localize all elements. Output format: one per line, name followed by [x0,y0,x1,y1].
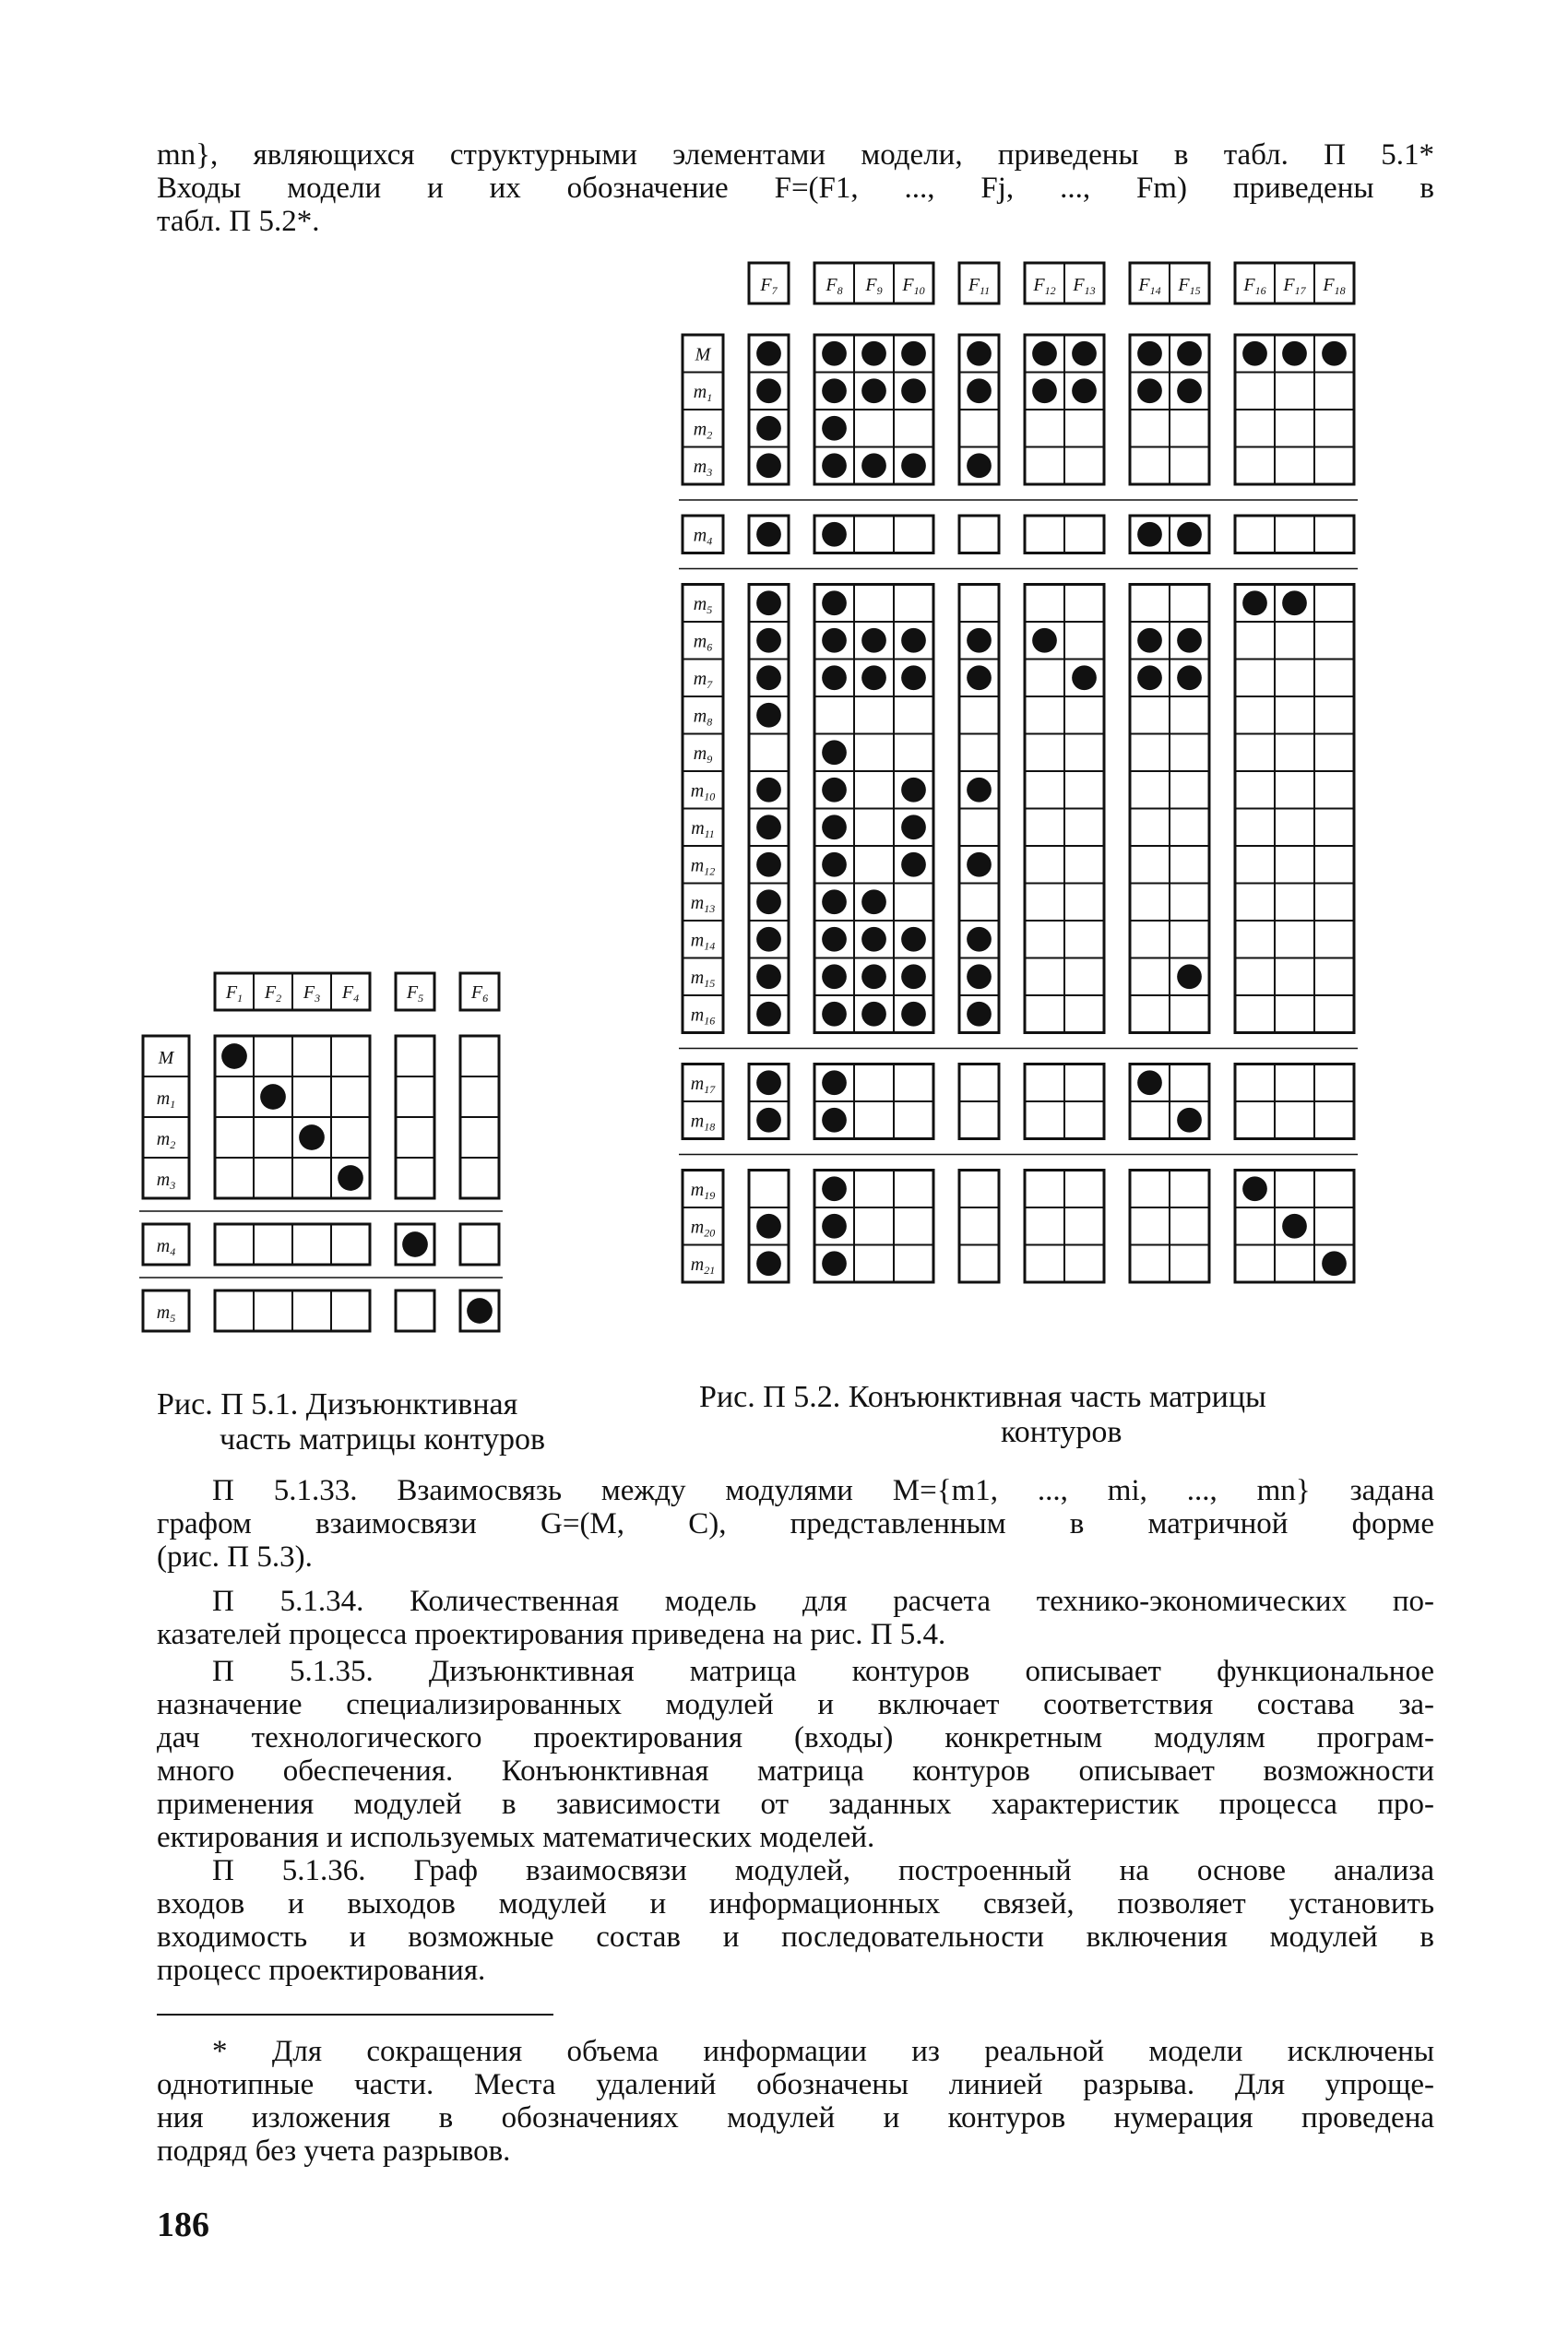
footnote-rule [157,2014,553,2016]
paragraph-line: применения модулей в зависимости от заданных характеристик процесса про- [157,1788,1434,1821]
matrix-mark [402,1231,428,1257]
matrix-mark [221,1043,247,1069]
row-label: $m_{11}$ [691,818,715,841]
column-label: $F_{12}$ [1033,274,1056,297]
paragraph-line: дач технологического проектирования (входы) конкретным модулям програм- [157,1721,1434,1754]
paragraph-line: входимость и возможные состав и последовательности включения модулей в [157,1921,1434,1954]
row-label: $m_{20}$ [690,1217,716,1240]
row-label: $m_{10}$ [690,780,716,803]
row-label: $m_5$ [156,1302,176,1325]
column-label: $F_9$ [865,274,883,297]
row-label: $m_8$ [693,706,713,729]
column-label: $F_{16}$ [1243,274,1266,297]
matrix-mark [467,1298,493,1324]
column-label: $F_6$ [470,982,489,1005]
row-label: $m_{13}$ [690,893,716,916]
row-label: $m_1$ [693,382,713,405]
row-label: $m_4$ [693,525,713,548]
row-label: $m_2$ [156,1128,176,1151]
row-label: $m_3$ [156,1169,176,1192]
row-label: $m_{14}$ [690,930,716,953]
footnote-line: подряд без учета разрывов. [157,2135,511,2168]
column-label: $F_{13}$ [1073,274,1096,297]
fig2-caption: Рис. П 5.2. Конъюнктивная часть матрицы [699,1380,1266,1414]
column-label: $F_5$ [406,982,424,1005]
row-label: $m_{12}$ [690,855,716,878]
column-label: $F_{11}$ [968,274,991,297]
row-label: M [158,1047,174,1068]
paragraph-line: П 5.1.35. Дизъюнктивная матрица контуров описывает функциональное [212,1655,1434,1688]
text-line: Входы модели и их обозначение F=(F1, ..., Fj, ..., Fm) приведены в [157,172,1434,205]
column-label: $F_8$ [826,274,843,297]
column-label: $F_{15}$ [1178,274,1201,297]
fig1-caption-cont: часть матрицы контуров [220,1422,546,1457]
row-label: $m_5$ [693,594,713,617]
row-label: $m_3$ [693,457,713,480]
row-label: $m_{21}$ [690,1255,716,1278]
column-label: $F_{18}$ [1323,274,1346,297]
matrix-mark [260,1084,286,1110]
row-label: $m_9$ [693,743,713,767]
row-label: $m_{18}$ [690,1111,716,1134]
row-label: $m_{16}$ [690,1005,716,1028]
text-line: табл. П 5.2*. [157,205,320,238]
column-label: $F_2$ [264,982,282,1005]
footnote-line: ния изложения в обозначениях модулей и контуров нумерация проведена [157,2101,1434,2135]
fig2-caption-cont: контуров [1001,1415,1123,1449]
column-label: $F_{17}$ [1283,274,1306,297]
paragraph-line: назначение специализированных модулей и включает соответствия состава за- [157,1688,1434,1721]
paragraph-line: графом взаимосвязи G=(M, C), представленным в матричной форме [157,1507,1434,1540]
row-label: $m_4$ [156,1235,176,1258]
paragraph-line: П 5.1.34. Количественная модель для расчета технико-экономических по- [212,1585,1434,1618]
footnote-line: однотипные части. Места удалений обозначены линией разрыва. Для упроще- [157,2068,1434,2101]
paragraph-line: (рис. П 5.3). [157,1540,313,1574]
column-label: $F_1$ [225,982,244,1005]
column-label: $F_7$ [760,274,778,297]
matrix-mark [338,1165,363,1191]
row-label: $m_6$ [693,631,713,654]
page-number: 186 [157,2206,209,2244]
row-label: $m_{17}$ [690,1074,716,1097]
paragraph-line: много обеспечения. Конъюнктивная матрица контуров описывает возможности [157,1754,1434,1788]
matrix-block [396,1290,434,1331]
paragraph-line: П 5.1.36. Граф взаимосвязи модулей, построенный на основе анализа [212,1854,1434,1887]
row-label: $m_1$ [156,1088,176,1111]
row-label: $m_{19}$ [690,1180,716,1203]
paragraph-line: ектирования и используемых математических моделей. [157,1821,875,1854]
paragraph-line: входов и выходов модулей и информационных связей, позволяет установить [157,1887,1434,1921]
paragraph-line: процесс проектирования. [157,1954,486,1987]
fig1-caption: Рис. П 5.1. Дизъюнктивная [157,1387,518,1421]
paragraph-line: казателей процесса проектирования приведена на рис. П 5.4. [157,1618,946,1651]
text-line: mn}, являющихся структурными элементами модели, приведены в табл. П 5.1* [157,138,1434,172]
row-label: M [695,344,711,365]
row-label: $m_2$ [693,419,713,442]
column-label: $F_3$ [303,982,321,1005]
row-label: $m_7$ [693,669,713,692]
column-label: $F_4$ [341,982,360,1005]
column-label: $F_{14}$ [1138,274,1161,297]
matrix-mark [299,1124,325,1150]
row-label: $m_{15}$ [690,968,716,991]
column-label: $F_{10}$ [902,274,925,297]
matrix-block [460,1224,499,1265]
paragraph-line: П 5.1.33. Взаимосвязь между модулями M={m1, ..., mi, ..., mn} задана [212,1474,1434,1507]
footnote-line: * Для сокращения объема информации из реальной модели исключены [212,2035,1434,2068]
